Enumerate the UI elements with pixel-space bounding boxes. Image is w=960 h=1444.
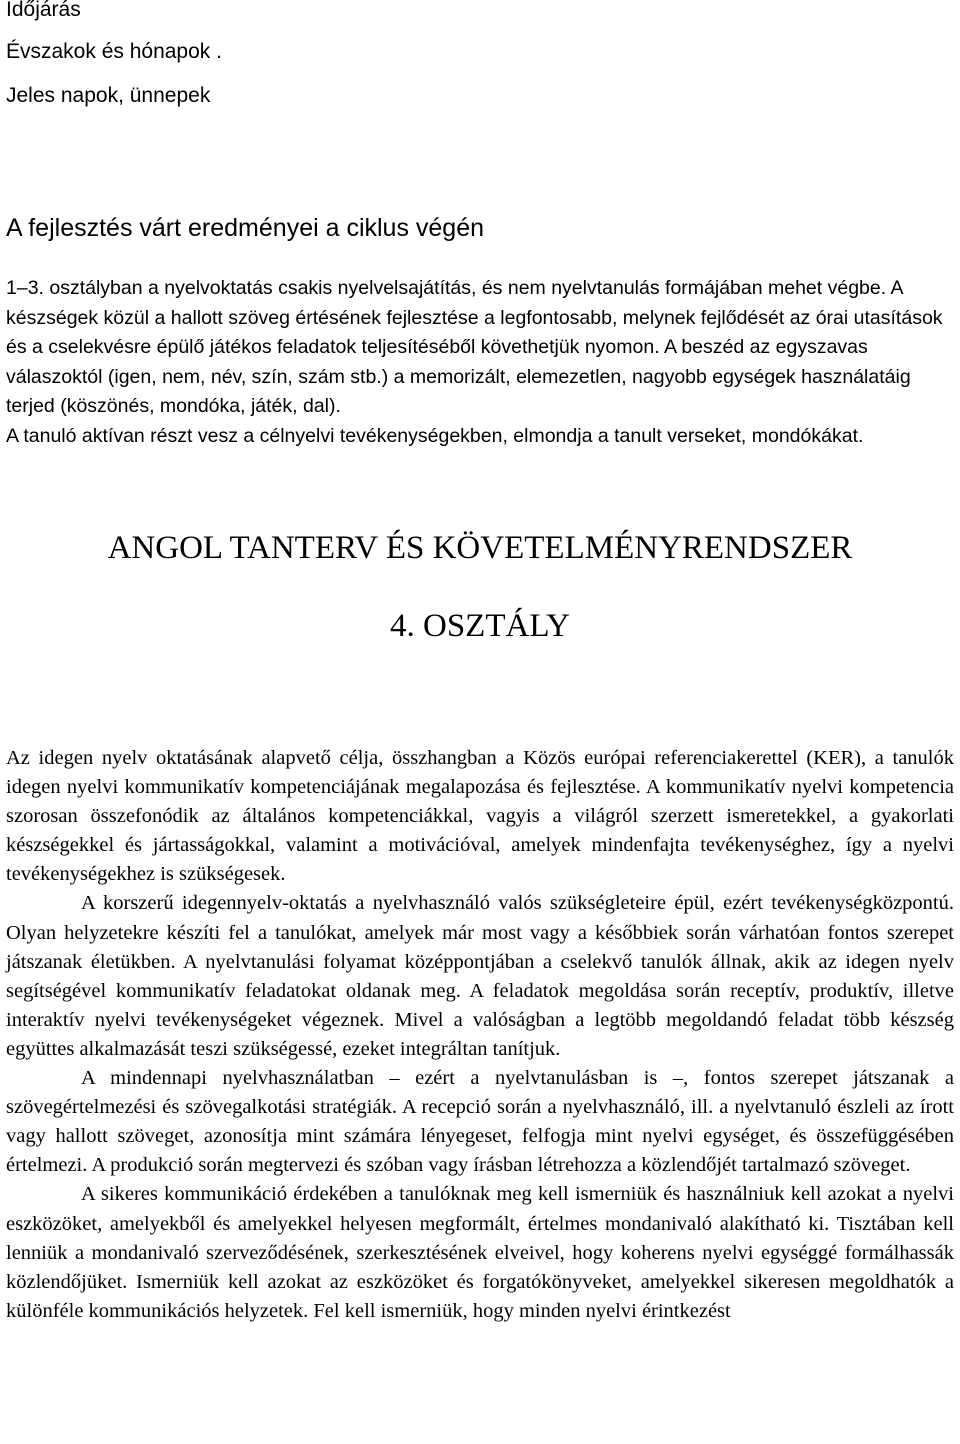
body-paragraph-3: A mindennapi nyelvhasználatban – ezért a nyelvtanulásban is –, fontos szerepet játszanak a szövegértelmezési és szövegalkotási stratégiák. A recepció során a nyelvhasználó, ill. a nyelvtanuló észleli az írott vagy hallott szöveget, azonosítja mint számára lényegeset, felfogja mint nyelvi egységet, és összefüggésében értelmezi. A produkció során megtervezi és szóban vagy írásban létrehozza a közlendőjét tartalmazó szöveget. [6, 1067, 954, 1177]
curriculum-body [6, 744, 954, 1326]
body-paragraph-2: A korszerű idegennyelv-oktatás a nyelvhasználó valós szükségleteire épül, ezért tevékenységközpontú. Olyan helyzetekre készíti fel a tanulókat, amelyek már most vagy a későbbiek során várhatóan fontos szerepet játszanak életükben. A nyelvtanulási folyamat középpontjában a cselekvő tanulók állnak, akik az idegen nyelv segítségével kommunikatív feladatokat oldanak meg. A feladatok megoldása során receptív, produktív, illetve interaktív nyelvi tevékenységeket végeznek. Mivel a valóságban a legtöbb megoldandó feladat több készség együttes alkalmazását teszi szükségessé, ezeket integráltan tanítjuk. [6, 892, 954, 1060]
body-paragraph-1: Az idegen nyelv oktatásának alapvető célja, összhangban a Közös európai referenciakerettel (KER), a tanulók idegen nyelvi kommunikatív kompetenciájának megalapozása és fejlesztése. A kommunikatív nyelvi kompetencia szorosan összefonódik az általános kompetenciákkal, vagyis a világról szerzett ismeretekkel, a gyakorlati készségekkel és jártasságokkal, valamint a motivációval, amelyek mindenfajta tevékenységhez, így a nyelvi tevékenységekhez is szükségesek. [6, 747, 954, 886]
topic-holidays: Jeles napok, ünnepek [6, 84, 211, 107]
topic-weather: Időjárás [6, 0, 81, 21]
curriculum-title: ANGOL TANTERV ÉS KÖVETELMÉNYRENDSZER [107, 530, 853, 566]
body-paragraph-4: A sikeres kommunikáció érdekében a tanulóknak meg kell ismerniük és használniuk kell azokat a nyelvi eszközöket, amelyekből és amelyekkel helyesen megformált, értelmes mondanivaló alakítható ki. Tisztában kell lenniük a mondanivaló szerveződésének, szerkesztésének elveivel, hogy koherens nyelvi egységgé formálhassák közlendőjüket. Ismerniük kell azokat az eszközöket és forgatókönyveket, amelyekkel sikeresen megoldhatók a különféle kommunikációs helyzetek. Fel kell ismerniük, hogy minden nyelvi érintkezést [6, 1183, 954, 1322]
outcomes-heading: A fejlesztés várt eredményei a ciklus végén [6, 214, 485, 242]
outcomes-text [6, 274, 950, 451]
outcomes-paragraph-2: A tanuló aktívan részt vesz a célnyelvi tevékenységekben, elmondja a tanult verseket, mondókákat. [6, 424, 864, 447]
outcomes-paragraph-1: 1–3. osztályban a nyelvoktatás csakis nyelvelsajátítás, és nem nyelvtanulás formájában mehet végbe. A készségek közül a hallott szöveg értésének fejlesztése a legfontosabb, melynek fejlődését az órai utasítások és a cselekvésre épülő játékos feladatok teljesítéséből követhetjük nyomon. A beszéd az egyszavas válaszoktól (igen, nem, név, szín, szám stb.) a memorizált, elemezetlen, nagyobb egységek használatáig terjed (köszönés, mondóka, játék, dal). [6, 277, 943, 417]
topic-seasons: Évszakok és hónapok . [6, 40, 222, 63]
grade-title: 4. OSZTÁLY [389, 608, 571, 644]
